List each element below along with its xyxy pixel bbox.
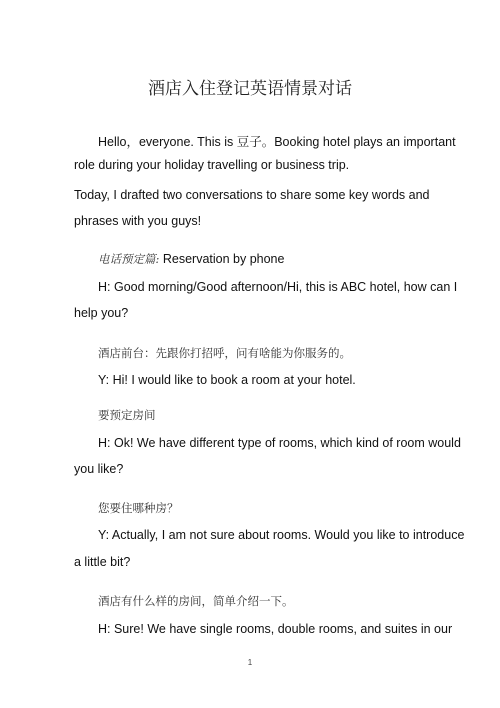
- intro-line: phrases with you guys!: [74, 214, 202, 228]
- phone-heading: [98, 251, 284, 267]
- dialogue-line: 酒店有什么样的房间，简单介绍一下。: [98, 594, 294, 608]
- dialogue-line: a little bit?: [74, 555, 131, 569]
- phone-heading-cn: 电话预定篇:: [98, 252, 160, 266]
- dialogue-line: H: Ok! We have different type of rooms, which kind of room would: [98, 436, 461, 450]
- intro-line: Today, I drafted two conversations to share some key words and: [74, 188, 430, 202]
- dialogue-line: help you?: [74, 306, 129, 320]
- dialogue-line: you like?: [74, 462, 124, 476]
- dialogue-line: H: Sure! We have single rooms, double rooms, and suites in our: [98, 622, 453, 636]
- intro-line: role during your holiday travelling or business trip.: [74, 158, 350, 172]
- page-number: 1: [247, 658, 253, 667]
- dialogue-line: 您要住哪种房？: [98, 501, 179, 515]
- phone-heading-en: Reservation by phone: [162, 252, 285, 266]
- intro-line: Hello，everyone. This is 豆子。Booking hotel plays an important: [98, 135, 456, 149]
- dialogue-line: Y: Actually, I am not sure about rooms. Would you like to introduce: [98, 528, 465, 542]
- dialogue-line: 要预定房间: [98, 408, 156, 422]
- dialogue-line: 酒店前台：先跟你打招呼，问有啥能为你服务的。: [98, 346, 351, 360]
- document-title: 酒店入住登记英语情景对话: [148, 79, 352, 99]
- dialogue-line: Y: Hi! I would like to book a room at your hotel.: [98, 373, 356, 387]
- dialogue-line: H: Good morning/Good afternoon/Hi, this is ABC hotel, how can I: [98, 280, 458, 294]
